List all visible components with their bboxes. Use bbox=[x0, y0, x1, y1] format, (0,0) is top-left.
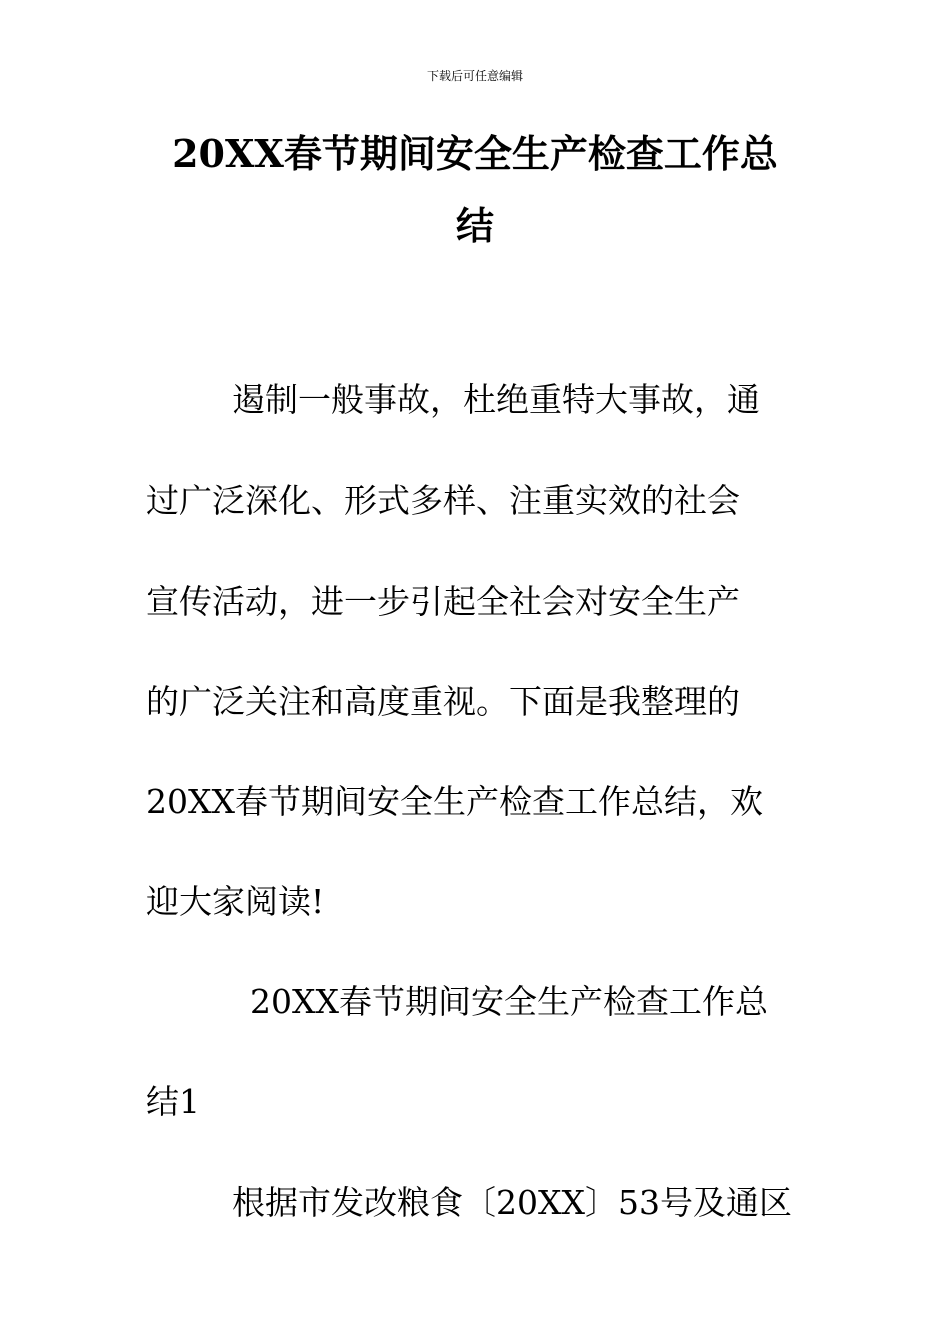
body-line-6: 迎大家阅读! bbox=[146, 882, 325, 921]
body-line-5: 20XX春节期间安全生产检查工作总结，欢 bbox=[146, 782, 763, 821]
section-heading-line-2: 结1 bbox=[146, 1082, 200, 1121]
document-title-line-1: 20XX春节期间安全生产检查工作总 bbox=[172, 131, 778, 176]
header-note: 下载后可任意编辑 bbox=[426, 69, 523, 83]
body-line-3: 宣传活动，进一步引起全社会对安全生产 bbox=[146, 582, 740, 621]
body-line-4: 的广泛关注和高度重视。下面是我整理的 bbox=[146, 682, 740, 721]
document-title-line-2: 结 bbox=[455, 203, 494, 248]
section-heading-line-1: 20XX春节期间安全生产检查工作总 bbox=[250, 982, 768, 1021]
body-line-2: 过广泛深化、形式多样、注重实效的社会 bbox=[146, 481, 740, 520]
body-line-9: 根据市发改粮食〔20XX〕53号及通区 bbox=[232, 1183, 792, 1222]
body-line-1: 遏制一般事故，杜绝重特大事故，通 bbox=[232, 380, 760, 419]
